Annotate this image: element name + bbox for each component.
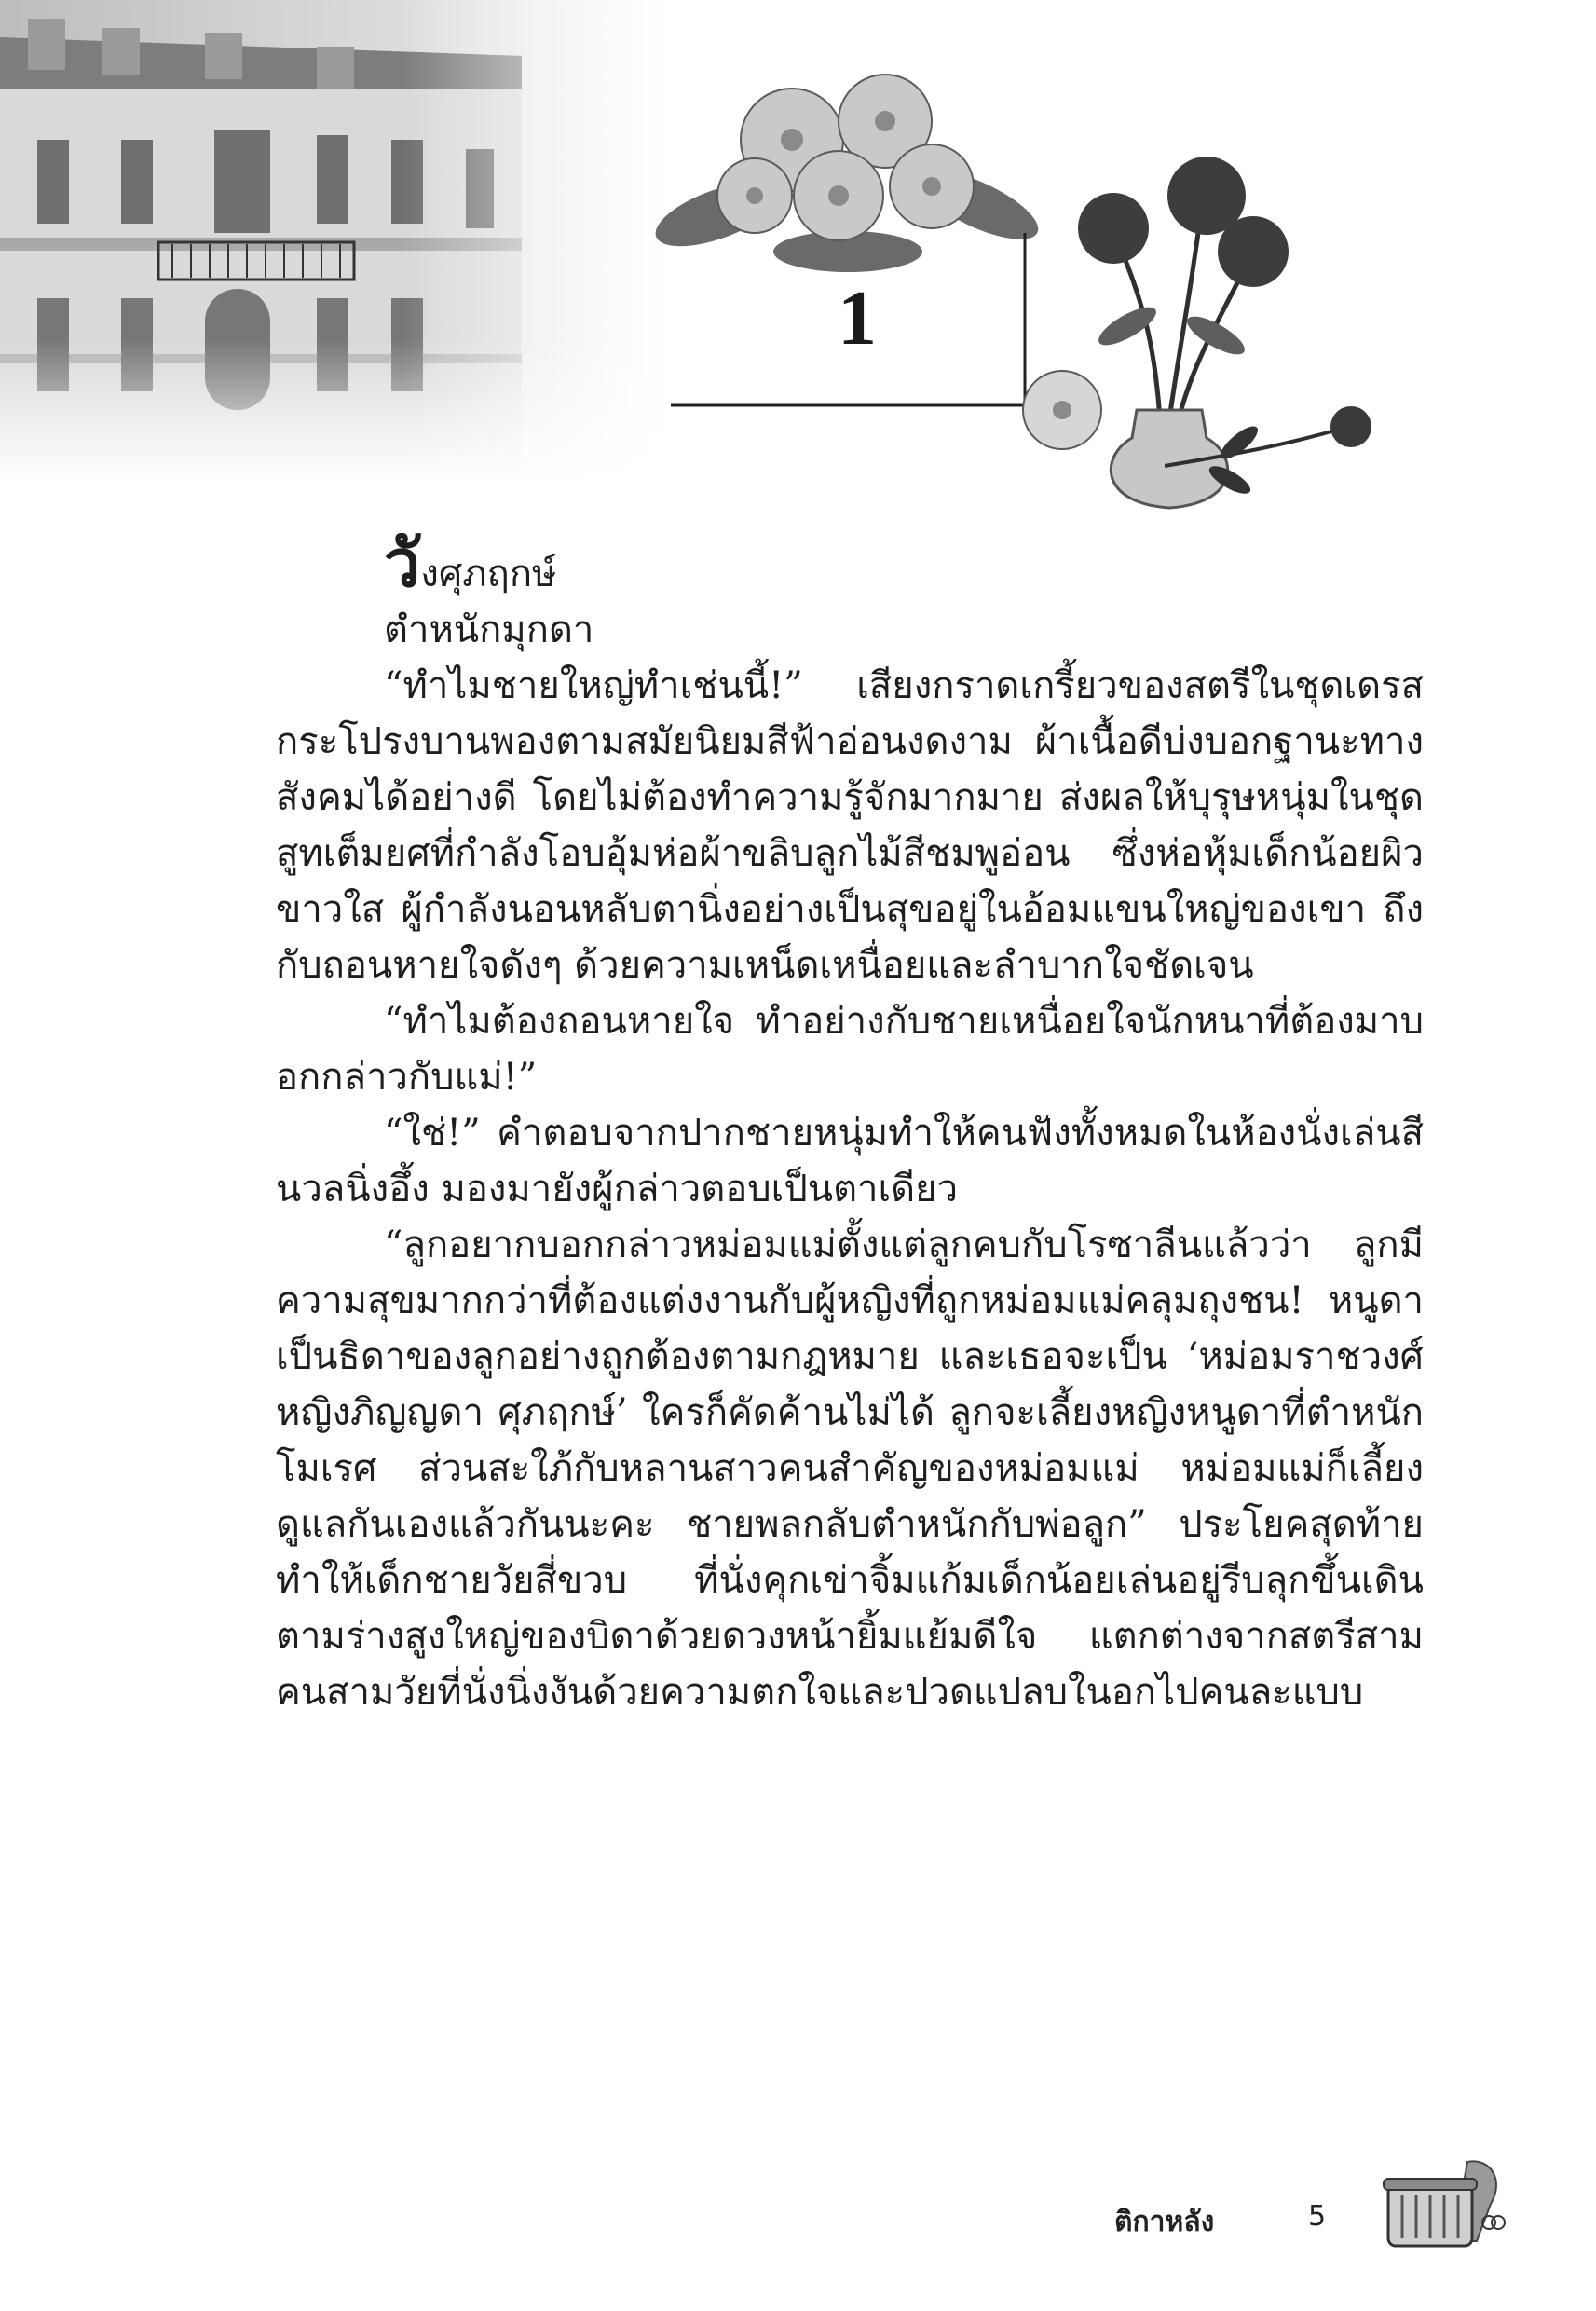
location-name: งศุภฤกษ์ <box>420 553 557 595</box>
paragraph: “ทำไมชายใหญ่ทำเช่นนี้!” เสียงกราดเกรี้ยวของสตรีในชุดเดรสกระโปรงบานพองตามสมัยนิยมสีฟ้าอ่อนงดงาม ผ้าเนื้อดีบ่งบอกฐานะทางสังคมได้อย่างดี โดยไม่ต้องทำความรู้จักมากมาย ส่งผลให้บุรุษหนุ่มในชุดสูทเต็มยศที่กำลังโอบอุ้มห่อผ้าขลิบลูกไม้สีชมพูอ่อน ซึ่งห่อหุ้มเด็กน้อยผิวขาวใส ผู้กำลังนอนหลับตานิ่งอย่างเป็นสุขอยู่ในอ้อมแขนใหญ่ของเขา ถึงกับถอนหายใจดังๆ ด้วยความเหน็ดเหนื่อยและลำบากใจชัดเจน <box>276 664 1424 987</box>
sublocation-heading: ตำหนักมุกดา <box>384 609 594 651</box>
chapter-body <box>276 525 1424 1720</box>
paragraph: “ใช่!” คำตอบจากปากชายหนุ่มทำให้คนฟังทั้งหมดในห้องนั่งเล่นสีนวลนิ่งอึ้ง มองมายังผู้กล่าวตอบเป็นตาเดียว <box>276 1112 1424 1210</box>
running-footer-title: ติกาหลัง <box>1114 2206 1215 2238</box>
paragraph: “ลูกอยากบอกกล่าวหม่อมแม่ตั้งแต่ลูกคบกับโรซาลีนแล้วว่า ลูกมีความสุขมากกว่าที่ต้องแต่งงานกับผู้หญิงที่ถูกหม่อมแม่คลุมถุงชน! หนูดาเป็นธิดาของลูกอย่างถูกต้องตามกฎหมาย และเธอจะเป็น ‘หม่อมราชวงศ์หญิงภิญญดา ศุภฤกษ์’ ใครก็คัดค้านไม่ได้ ลูกจะเลี้ยงหญิงหนูดาที่ตำหนักโมเรศ ส่วนสะใภ้กับหลานสาวคนสำคัญของหม่อมแม่ หม่อมแม่ก็เลี้ยงดูแลกันเองแล้วกันนะคะ ชายพลกลับตำหนักกับพ่อลูก” ประโยคสุดท้ายทำให้เด็กชายวัยสี่ขวบ ที่นั่งคุกเข่าจิ้มแก้มเด็กน้อยเล่นอยู่รีบลุกขึ้นเดินตามร่างสูงใหญ่ของบิดาด้วยดวงหน้ายิ้มแย้มดีใจ แตกต่างจากสตรีสามคนสามวัยที่นั่งนิ่งงันด้วยความตกใจและปวดแปลบในอกไปคนละแบบ <box>276 1224 1424 1714</box>
cooking-pot-icon <box>1379 2153 1509 2255</box>
paragraph: “ทำไมต้องถอนหายใจ ทำอย่างกับชายเหนื่อยใจนักหนาที่ต้องมาบอกกล่าวกับแม่!” <box>276 1000 1424 1099</box>
location-heading <box>384 525 1424 602</box>
fallen-rose-illustration <box>1165 391 1379 494</box>
page-number: 5 <box>1308 2200 1327 2233</box>
mansion-illustration <box>0 0 671 485</box>
chapter-number: 1 <box>838 275 877 362</box>
dropcap: วั <box>384 525 421 602</box>
